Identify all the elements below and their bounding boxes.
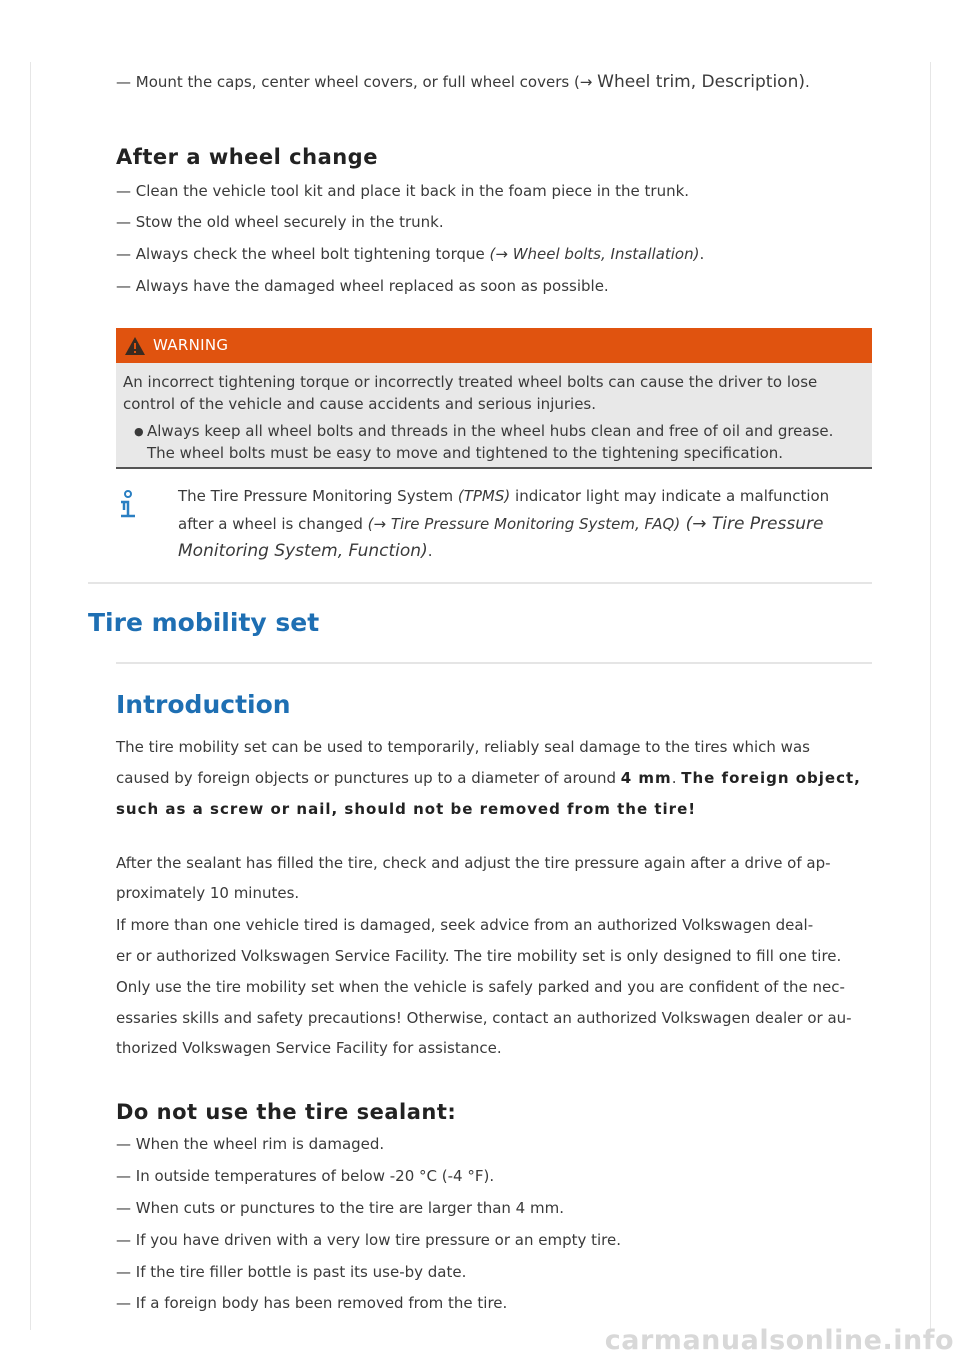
arrow-right-icon: → <box>579 73 593 91</box>
info-line3: Monitoring System, Function). <box>178 541 433 561</box>
xref-tpms-function-cont[interactable]: Monitoring System, Function) <box>178 541 428 561</box>
intro-p4-line1: Only use the tire mobility set when the vehicle is safely parked and you are confident of the nec- <box>116 978 845 996</box>
xref-tpms-function[interactable]: (→ Tire Pressure <box>680 514 824 534</box>
xref-tpms-faq[interactable]: (→ Tire Pressure Monitoring System, FAQ) <box>367 515 681 533</box>
intro-p2-line1: After the sealant has filled the tire, check and adjust the tire pressure again after a drive of ap- <box>116 854 831 872</box>
intro-p4-line3: thorized Volkswagen Service Facility for assistance. <box>116 1039 502 1057</box>
step-stow-wheel: — Stow the old wheel securely in the trunk. <box>116 213 444 231</box>
left-margin-rule <box>30 62 31 1330</box>
section-divider <box>88 582 872 584</box>
list-item: — If the tire filler bottle is past its use-by date. <box>116 1263 467 1281</box>
warning-bullet-line1: Always keep all wheel bolts and threads in the wheel hubs clean and free of oil and grease. <box>147 422 834 440</box>
subsection-divider <box>116 662 872 664</box>
warning-bullet-line2: The wheel bolts must be easy to move and tightened to the tightening specification. <box>147 444 784 462</box>
bullet-icon: ● <box>134 425 144 438</box>
warning-header <box>116 328 872 363</box>
list-item: — If a foreign body has been removed from the tire. <box>116 1294 508 1312</box>
warning-text-line1: An incorrect tightening torque or incorrectly treated wheel bolts can cause the driver to lose <box>123 373 818 391</box>
list-item: — If you have driven with a very low tire pressure or an empty tire. <box>116 1231 622 1249</box>
intro-p1-line2: caused by foreign objects or punctures up to a diameter of around 4 mm. The foreign object, <box>116 769 861 787</box>
list-item: — When cuts or punctures to the tire are larger than 4 mm. <box>116 1199 564 1217</box>
watermark: carmanualsonline.info <box>604 1325 954 1356</box>
warning-text-line2: control of the vehicle and cause accidents and serious injuries. <box>123 395 597 413</box>
intro-p3-line1: If more than one vehicle tired is damaged, seek advice from an authorized Volkswagen deal- <box>116 916 814 934</box>
info-line1: The Tire Pressure Monitoring System (TPMS) indicator light may indicate a malfunction <box>178 487 830 505</box>
warning-triangle-icon <box>124 336 146 356</box>
list-item: — When the wheel rim is damaged. <box>116 1135 385 1153</box>
step-clean-tool-kit: — Clean the vehicle tool kit and place it back in the foam piece in the trunk. <box>116 182 690 200</box>
intro-p1-line3: such as a screw or nail, should not be removed from the tire! <box>116 800 697 818</box>
right-margin-rule <box>930 62 931 1330</box>
intro-p3-line2: er or authorized Volkswagen Service Facility. The tire mobility set is only designed to fill one tire. <box>116 947 842 965</box>
info-icon <box>118 490 138 520</box>
step-mount-caps: — Mount the caps, center wheel covers, or full wheel covers (→ Wheel trim, Description). <box>116 72 810 92</box>
warning-label: WARNING <box>153 336 229 354</box>
intro-p2-line2: proximately 10 minutes. <box>116 884 300 902</box>
heading-do-not-use: Do not use the tire sealant: <box>116 1100 457 1124</box>
heading-after-wheel-change: After a wheel change <box>116 145 378 169</box>
step-check-torque: — Always check the wheel bolt tightening torque (→ Wheel bolts, Installation). <box>116 245 705 263</box>
section-title: Tire mobility set <box>88 608 320 637</box>
subsection-title: Introduction <box>116 690 291 719</box>
step-replace-wheel: — Always have the damaged wheel replaced as soon as possible. <box>116 277 609 295</box>
warning-body <box>116 363 872 469</box>
intro-p1-line1: The tire mobility set can be used to temporarily, reliably seal damage to the tires which was <box>116 738 810 756</box>
info-line2: after a wheel is changed (→ Tire Pressure Monitoring System, FAQ) (→ Tire Pressure <box>178 514 824 534</box>
intro-p4-line2: essaries skills and safety precautions! Otherwise, contact an authorized Volkswagen dealer or au- <box>116 1009 852 1027</box>
xref-wheel-bolts[interactable]: (→ Wheel bolts, Installation) <box>489 245 700 263</box>
xref-wheel-trim[interactable]: → Wheel trim, Description) <box>579 72 805 92</box>
list-item: — In outside temperatures of below -20 °C (-4 °F). <box>116 1167 495 1185</box>
